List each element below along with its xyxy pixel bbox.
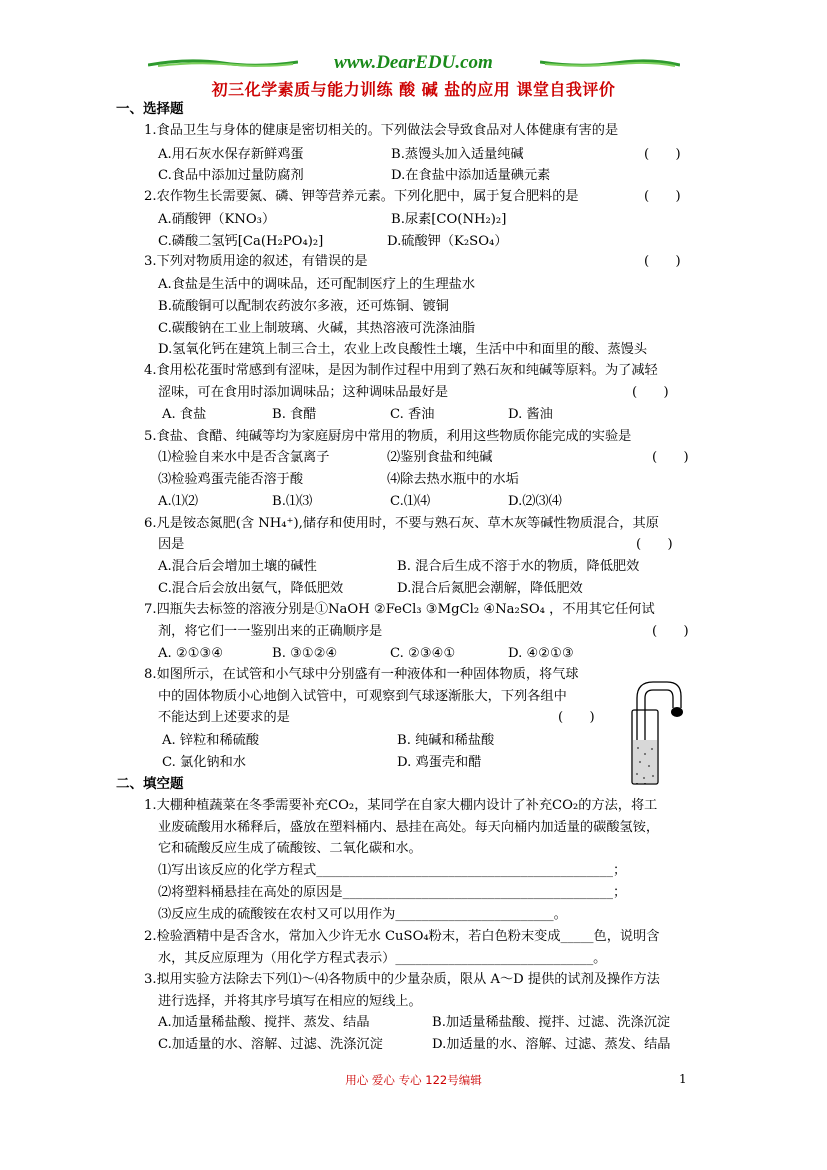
text-line: B. 混合后生成不溶于水的物质，降低肥效 bbox=[397, 559, 640, 574]
text-line: 不能达到上述要求的是 bbox=[158, 710, 290, 725]
section-heading: 二、填空题 bbox=[116, 776, 184, 792]
text-line: D. ④②①③ bbox=[508, 646, 574, 661]
text-line: ⑷除去热水瓶中的水垢 bbox=[387, 472, 519, 487]
footer-text: 用心 爱心 专心 122号编辑 bbox=[345, 1073, 482, 1087]
text-line: ⑴检验自来水中是否含氯离子 bbox=[158, 450, 330, 465]
text-line: A.食盐是生活中的调味品，还可配制医疗上的生理盐水 bbox=[158, 277, 476, 292]
text-line: C. ②③④① bbox=[390, 646, 456, 661]
text-line: D.加适量的水、溶解、过滤、蒸发、结晶 bbox=[432, 1037, 671, 1052]
text-line: D.硫酸钾（K₂SO₄） bbox=[387, 234, 508, 249]
test-tube-balloon-figure bbox=[615, 670, 695, 788]
text-line: 5.食盐、食醋、纯碱等均为家庭厨房中常用的物质，利用这些物质你能完成的实验是 bbox=[144, 429, 632, 444]
text-line: A.混合后会增加土壤的碱性 bbox=[158, 559, 317, 574]
page-title: 初三化学素质与能力训练 酸 碱 盐的应用 课堂自我评价 bbox=[211, 80, 616, 99]
text-line: C.碳酸钠在工业上制玻璃、火碱，其热溶液可洗涤油脂 bbox=[158, 321, 476, 336]
text-line: 3.下列对物质用途的叙述，有错误的是 bbox=[144, 254, 368, 269]
text-line: ( ) bbox=[558, 710, 595, 725]
text-line: 3.拟用实验方法除去下列⑴～⑷各物质中的少量杂质，限从 A～D 提供的试剂及操作方法 bbox=[144, 972, 660, 987]
text-line: C.混合后会放出氨气，降低肥效 bbox=[158, 581, 344, 596]
text-line: 4.食用松花蛋时常感到有涩味，是因为制作过程中用到了熟石灰和纯碱等原料。为了减轻 bbox=[144, 363, 658, 378]
text-line: A.用石灰水保存新鲜鸡蛋 bbox=[158, 147, 304, 162]
text-line: ( ) bbox=[636, 537, 673, 552]
text-line: ⑵鉴别食盐和纯碱 bbox=[387, 450, 493, 465]
text-line: B.加适量稀盐酸、搅拌、过滤、洗涤沉淀 bbox=[432, 1015, 671, 1030]
text-line: B.尿素[CO(NH₂)₂] bbox=[391, 212, 507, 227]
text-line: ( ) bbox=[632, 385, 669, 400]
text-line: 7.四瓶失去标签的溶液分别是①NaOH ②FeCl₃ ③MgCl₂ ④Na₂SO₄ ，不用其它任何试 bbox=[144, 602, 655, 617]
text-line: 2.农作物生长需要氮、磷、钾等营养元素。下列化肥中，属于复合肥料的是 bbox=[144, 189, 579, 204]
text-line: C.⑴⑷ bbox=[390, 494, 431, 509]
text-line: 6.凡是铵态氮肥(含 NH₄⁺),储存和使用时，不要与熟石灰、草木灰等碱性物质混合，其原 bbox=[144, 516, 659, 531]
text-line: 2.检验酒精中是否含水，常加入少许无水 CuSO₄粉末，若白色粉末变成_____色，说明含 bbox=[144, 929, 660, 944]
text-line: C.磷酸二氢钙[Ca(H₂PO₄)₂] bbox=[158, 234, 324, 249]
text-line: ( ) bbox=[644, 189, 681, 204]
text-line: 涩味，可在食用时添加调味品；这种调味品最好是 bbox=[158, 385, 449, 400]
text-line: C. 氯化钠和水 bbox=[162, 755, 246, 770]
text-line: 进行选择，并将其序号填写在相应的短线上。 bbox=[158, 994, 422, 1009]
text-line: B.硫酸铜可以配制农药波尔多液，还可炼铜、镀铜 bbox=[158, 299, 449, 314]
text-line: ⑴写出该反应的化学方程式_____________________________________________； bbox=[158, 863, 627, 878]
text-line: ( ) bbox=[652, 624, 689, 639]
text-line: 水，其反应原理为（用化学方程式表示）______________________________。 bbox=[158, 951, 607, 966]
text-line: D. 酱油 bbox=[508, 407, 553, 422]
page-number: 1 bbox=[679, 1072, 687, 1086]
header-ornament-right bbox=[540, 58, 680, 70]
text-line: 8.如图所示，在试管和小气球中分别盛有一种液体和一种固体物质，将气球 bbox=[144, 667, 579, 682]
text-line: B. 纯碱和稀盐酸 bbox=[397, 733, 495, 748]
text-line: A.⑴⑵ bbox=[158, 494, 199, 509]
text-line: 因是 bbox=[158, 537, 185, 552]
text-line: B.蒸馒头加入适量纯碱 bbox=[391, 147, 524, 162]
text-line: C.加适量的水、溶解、过滤、洗涤沉淀 bbox=[158, 1037, 383, 1052]
text-line: C. 香油 bbox=[390, 407, 435, 422]
text-line: D.氢氧化钙在建筑上制三合土，农业上改良酸性土壤，生活中中和面里的酸、蒸馒头 bbox=[158, 342, 648, 357]
text-line: A.加适量稀盐酸、搅拌、蒸发、结晶 bbox=[158, 1015, 370, 1030]
section-heading: 一、选择题 bbox=[116, 101, 184, 117]
text-line: ⑶检验鸡蛋壳能否溶于酸 bbox=[158, 472, 304, 487]
text-line: B. ③①②④ bbox=[272, 646, 338, 661]
text-line: ⑵将塑料桶悬挂在高处的原因是_________________________________________； bbox=[158, 885, 627, 900]
text-line: 业废硫酸用水稀释后，盛放在塑料桶内、悬挂在高处。每天向桶内加适量的碳酸氢铵， bbox=[158, 820, 660, 835]
text-line: 1.大棚种植蔬菜在冬季需要补充CO₂，某同学在自家大棚内设计了补充CO₂的方法，将工 bbox=[144, 798, 658, 813]
text-line: ( ) bbox=[644, 254, 681, 269]
text-line: D.混合后氮肥会潮解，降低肥效 bbox=[397, 581, 583, 596]
text-line: 剂，将它们一一鉴别出来的正确顺序是 bbox=[158, 624, 383, 639]
text-line: 1.食品卫生与身体的健康是密切相关的。下列做法会导致食品对人体健康有害的是 bbox=[144, 123, 619, 138]
text-line: 它和硫酸反应生成了硫酸铵、二氧化碳和水。 bbox=[158, 841, 422, 856]
text-line: D. 鸡蛋壳和醋 bbox=[397, 755, 482, 770]
text-line: 中的固体物质小心地倒入试管中，可观察到气球逐渐胀大，下列各组中 bbox=[158, 689, 567, 704]
text-line: B.⑴⑶ bbox=[272, 494, 313, 509]
text-line: A. 食盐 bbox=[162, 407, 207, 422]
text-line: D.⑵⑶⑷ bbox=[508, 494, 562, 509]
text-line: B. 食醋 bbox=[272, 407, 317, 422]
text-line: A.硝酸钾（KNO₃） bbox=[158, 212, 276, 227]
text-line: ⑶反应生成的硫酸铵在农村又可以用作为________________________。 bbox=[158, 907, 567, 922]
site-banner: www.DearEDU.com bbox=[334, 52, 493, 73]
text-line: ( ) bbox=[652, 450, 689, 465]
text-line: ( ) bbox=[644, 147, 681, 162]
text-line: A. 锌粒和稀硫酸 bbox=[162, 733, 260, 748]
text-line: D.在食盐中添加适量碘元素 bbox=[391, 168, 551, 183]
text-line: A. ②①③④ bbox=[158, 646, 224, 661]
text-line: C.食品中添加过量防腐剂 bbox=[158, 168, 304, 183]
